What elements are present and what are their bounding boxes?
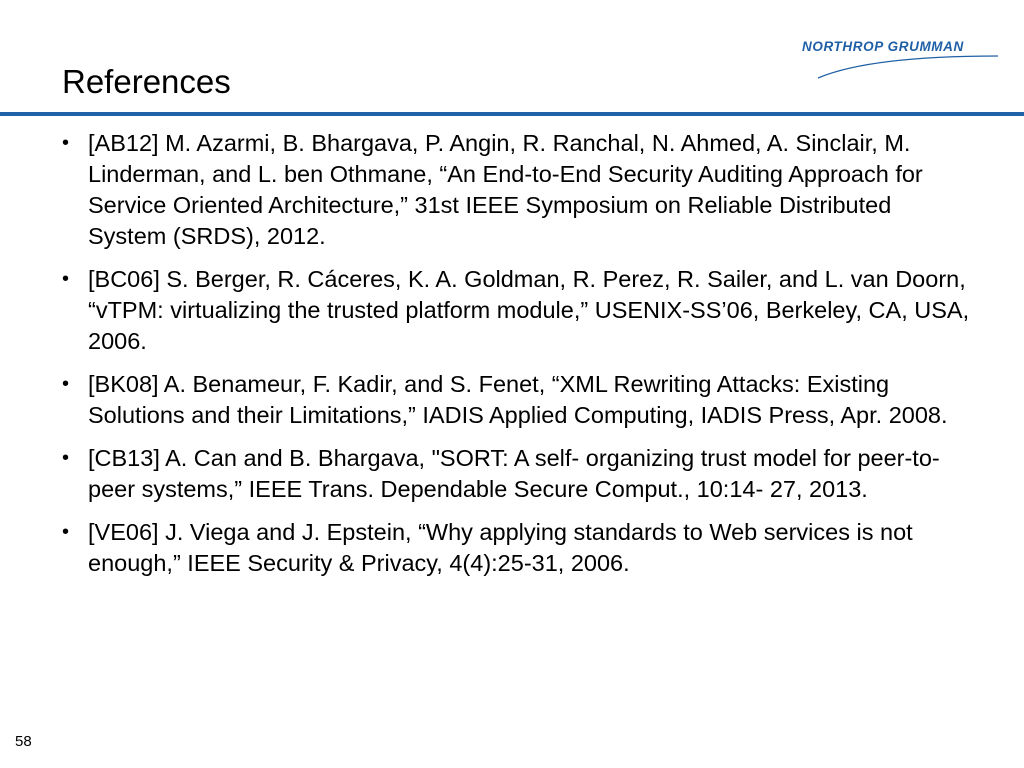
bullet-icon: • <box>62 268 70 290</box>
bullet-icon: • <box>62 521 70 543</box>
bullet-icon: • <box>62 373 70 395</box>
page-number: 58 <box>15 733 32 750</box>
reference-text: [CB13] A. Can and B. Bhargava, "SORT: A self- organizing trust model for peer-to-peer systems,” IEEE Trans. Dependable Secure Comput., 10:14- 27, 2013. <box>88 445 940 502</box>
reference-item-bc06 <box>62 264 972 357</box>
bullet-icon: • <box>62 132 70 154</box>
title-divider <box>0 112 1024 116</box>
reference-text: [BC06] S. Berger, R. Cáceres, K. A. Goldman, R. Perez, R. Sailer, and L. van Doorn, “vTPM: virtualizing the trusted platform module,” USENIX-SS’06, Berkeley, CA, USA, 2006. <box>88 266 970 354</box>
logo-text: NORTHROP GRUMMAN <box>802 39 964 54</box>
references-list <box>62 128 972 591</box>
northrop-grumman-logo <box>800 36 1005 82</box>
slide-title: References <box>62 63 231 100</box>
reference-item-ab12 <box>62 128 972 252</box>
reference-item-ve06 <box>62 517 972 579</box>
reference-text: [BK08] A. Benameur, F. Kadir, and S. Fenet, “XML Rewriting Attacks: Existing Solutions and their Limitations,” IADIS Applied Computing, IADIS Press, Apr. 2008. <box>88 371 948 428</box>
bullet-icon: • <box>62 447 70 469</box>
reference-text: [AB12] M. Azarmi, B. Bhargava, P. Angin, R. Ranchal, N. Ahmed, A. Sinclair, M. Linderman, and L. ben Othmane, “An End-to-End Security Auditing Approach for Service Oriented Architecture,” 31st IEEE Symposium on Reliable Distributed System (SRDS), 2012. <box>88 130 923 249</box>
reference-text: [VE06] J. Viega and J. Epstein, “Why applying standards to Web services is not enough,” IEEE Security & Privacy, 4(4):25-31, 2006. <box>88 519 913 576</box>
reference-item-bk08 <box>62 369 972 431</box>
reference-item-cb13 <box>62 443 972 505</box>
